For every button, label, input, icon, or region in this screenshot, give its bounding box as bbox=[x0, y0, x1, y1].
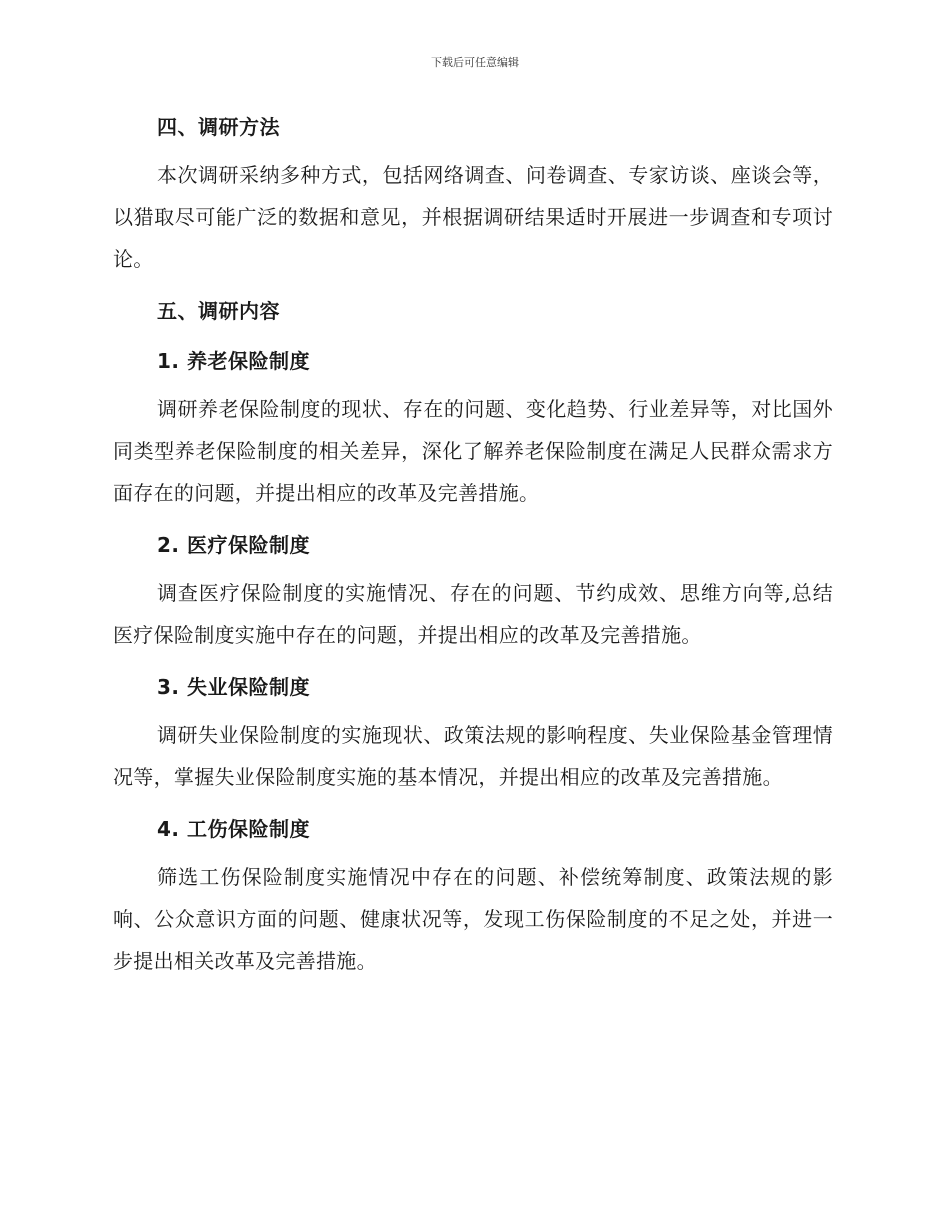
paragraph-medical-insurance: 调查医疗保险制度的实施情况、存在的问题、节约成效、思维方向等,总结医疗保险制度实施中存在的问题，并提出相应的改革及完善措施。 bbox=[113, 581, 833, 647]
paragraph-work-injury-insurance: 筛选工伤保险制度实施情况中存在的问题、补偿统筹制度、政策法规的影响、公众意识方面的问题、健康状况等，发现工伤保险制度的不足之处，并进一步提出相关改革及完善措施。 bbox=[113, 865, 833, 973]
document-content bbox=[113, 108, 833, 982]
page-header-note: 下载后可任意编辑 bbox=[431, 56, 519, 69]
section-heading-content: 五、调研内容 bbox=[157, 299, 280, 323]
subheading-unemployment-insurance: 3. 失业保险制度 bbox=[157, 675, 310, 699]
paragraph-methods: 本次调研采纳多种方式，包括网络调查、问卷调查、专家访谈、座谈会等，以猎取尽可能广泛的数据和意见，并根据调研结果适时开展进一步调查和专项讨论。 bbox=[113, 163, 833, 271]
subheading-pension-insurance: 1. 养老保险制度 bbox=[157, 349, 310, 373]
paragraph-unemployment-insurance: 调研失业保险制度的实施现状、政策法规的影响程度、失业保险基金管理情况等，掌握失业保险制度实施的基本情况，并提出相应的改革及完善措施。 bbox=[113, 723, 833, 789]
subheading-work-injury-insurance: 4. 工伤保险制度 bbox=[157, 817, 310, 841]
subheading-medical-insurance: 2. 医疗保险制度 bbox=[157, 533, 310, 557]
paragraph-pension-insurance: 调研养老保险制度的现状、存在的问题、变化趋势、行业差异等，对比国外同类型养老保险制度的相关差异，深化了解养老保险制度在满足人民群众需求方面存在的问题，并提出相应的改革及完善措施。 bbox=[113, 397, 833, 505]
section-heading-methods: 四、调研方法 bbox=[157, 115, 280, 139]
